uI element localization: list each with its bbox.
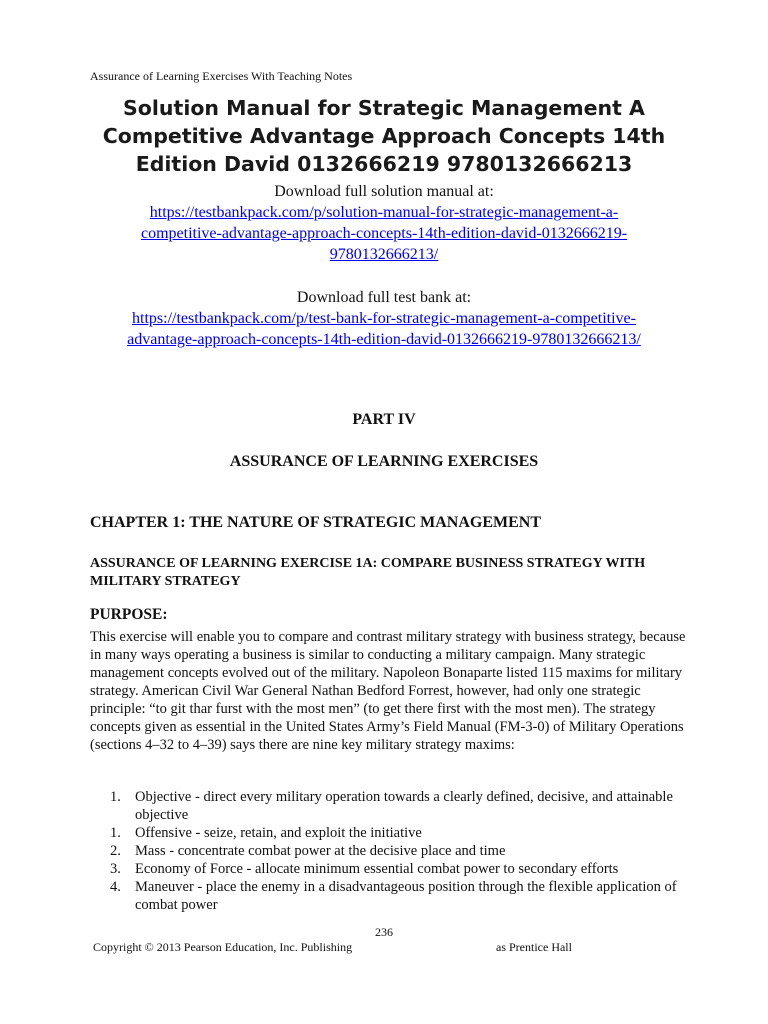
list-item-number: 4.: [110, 879, 121, 895]
list-item-text: Maneuver - place the enemy in a disadvantageous position through the flexible application of combat power: [135, 879, 677, 913]
list-item-number: 3.: [110, 861, 121, 877]
list-item-number: 1.: [110, 789, 121, 805]
solution-download-block: [60, 181, 708, 265]
maxims-list: [90, 788, 690, 914]
solution-link-line-3[interactable]: 9780132666213/: [329, 246, 439, 263]
publisher-footer: as Prentice Hall: [496, 940, 572, 954]
testbank-download-block: [60, 287, 708, 350]
solution-download-label: Download full solution manual at:: [274, 183, 494, 200]
list-item: [90, 788, 690, 824]
title-line-2: Competitive Advantage Approach Concepts 14th: [102, 124, 666, 148]
copyright-footer: Copyright © 2013 Pearson Education, Inc. Publishing: [93, 940, 353, 954]
list-item: [90, 824, 690, 842]
list-item-number: 2.: [110, 843, 121, 859]
list-item-text: Objective - direct every military operation towards a clearly defined, decisive, and attainable objective: [135, 789, 673, 823]
title-line-3: Edition David 0132666219 9780132666213: [135, 152, 633, 176]
list-item: [90, 842, 690, 860]
testbank-link-line-1[interactable]: https://testbankpack.com/p/test-bank-for-strategic-management-a-competitive-: [132, 310, 636, 327]
solution-download-link[interactable]: [60, 202, 708, 265]
solution-link-line-2[interactable]: competitive-advantage-approach-concepts-14th-edition-david-0132666219-: [140, 225, 628, 242]
section-heading: ASSURANCE OF LEARNING EXERCISES: [229, 453, 539, 470]
page-number: 236: [375, 925, 393, 939]
testbank-download-label: Download full test bank at:: [296, 289, 472, 306]
list-item-number: 1.: [110, 825, 121, 841]
list-item: [90, 860, 690, 878]
solution-link-line-1[interactable]: https://testbankpack.com/p/solution-manual-for-strategic-management-a-: [149, 204, 619, 221]
purpose-heading: PURPOSE:: [90, 606, 168, 623]
list-item-text: Offensive - seize, retain, and exploit the initiative: [135, 825, 422, 841]
purpose-paragraph: This exercise will enable you to compare and contrast military strategy with business strategy, because in many ways operating a business is similar to conducting a military campaign. Many strategic management concepts evolved out of the military. Napoleon Bonaparte listed 115 maxims for military strategy. American Civil War General Nathan Bedford Forrest, however, had only one strategic principle: “to git thar furst with the most men” (to get there first with the most men). The strategy concepts given as essential in the United States Army’s Field Manual (FM-3-0) of Military Operations (sections 4–32 to 4–39) says there are nine key military strategy maxims:: [90, 629, 686, 753]
list-item-text: Economy of Force - allocate minimum essential combat power to secondary efforts: [135, 861, 619, 877]
title-line-1: Solution Manual for Strategic Management A: [123, 96, 645, 120]
list-item-text: Mass - concentrate combat power at the decisive place and time: [135, 843, 506, 859]
exercise-heading: ASSURANCE OF LEARNING EXERCISE 1A: COMPARE BUSINESS STRATEGY WITH MILITARY STRATEGY: [90, 556, 646, 589]
testbank-download-link[interactable]: [60, 308, 708, 350]
testbank-link-line-2[interactable]: advantage-approach-concepts-14th-edition-david-0132666219-9780132666213/: [127, 331, 641, 348]
list-item: [90, 878, 690, 914]
part-heading: PART IV: [352, 411, 416, 428]
running-header: Assurance of Learning Exercises With Teaching Notes: [90, 69, 353, 83]
document-title: [60, 94, 708, 178]
chapter-heading: CHAPTER 1: THE NATURE OF STRATEGIC MANAGEMENT: [90, 514, 541, 531]
